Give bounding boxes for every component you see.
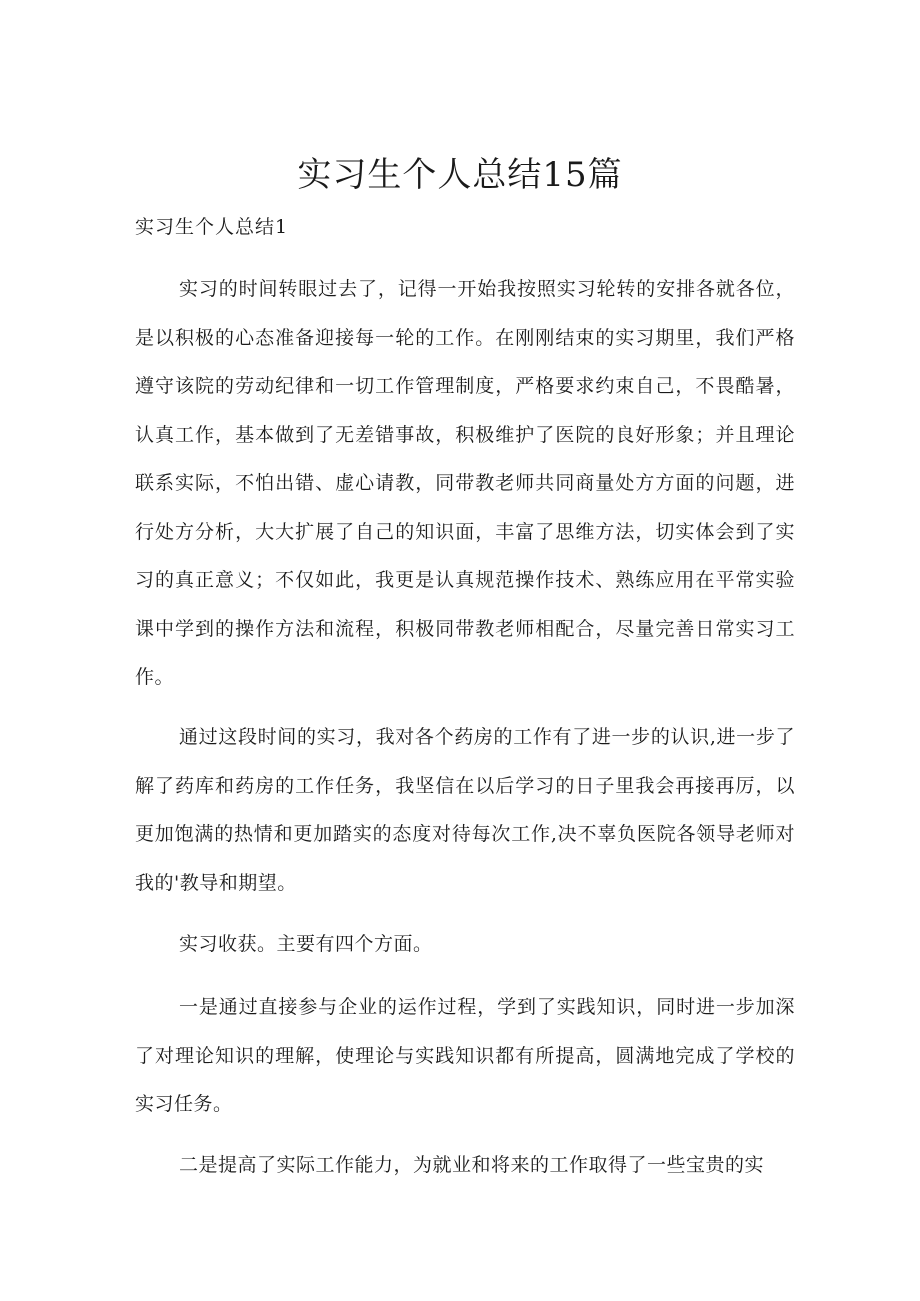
paragraph-4: 一是通过直接参与企业的运作过程，学到了实践知识，同时进一步加深了对理论知识的理解，使理论与实践知识都有所提高，圆满地完成了学校的实习任务。 — [135, 996, 795, 1115]
section-heading: 实习生个人总结1 — [135, 216, 289, 238]
paragraph-2: 通过这段时间的实习，我对各个药房的工作有了进一步的认识,进一步了解了药库和药房的工作任务，我坚信在以后学习的日子里我会再接再厉，以更加饱满的热情和更加踏实的态度对待每次工作,决不辜负医院各领导老师对我的'教导和期望。 — [135, 726, 795, 894]
paragraph-1: 实习的时间转眼过去了，记得一开始我按照实习轮转的安排各就各位，是以积极的心态准备迎接每一轮的工作。在刚刚结束的实习期里，我们严格遵守该院的劳动纪律和一切工作管理制度，严格要求约束自己，不畏酷暑，认真工作，基本做到了无差错事故，积极维护了医院的良好形象；并且理论联系实际，不怕出错、虚心请教，同带教老师共同商量处方方面的问题，进行处方分析，大大扩展了自己的知识面，丰富了思维方法，切实体会到了实习的真正意义；不仅如此，我更是认真规范操作技术、熟练应用在平常实验课中学到的操作方法和流程，积极同带教老师相配合，尽量完善日常实习工作。 — [135, 278, 795, 688]
paragraph-3: 实习收获。主要有四个方面。 — [179, 933, 433, 955]
paragraph-5: 二是提高了实际工作能力，为就业和将来的工作取得了一些宝贵的实 — [179, 1154, 765, 1176]
document-title: 实习生个人总结15篇 — [297, 155, 623, 195]
